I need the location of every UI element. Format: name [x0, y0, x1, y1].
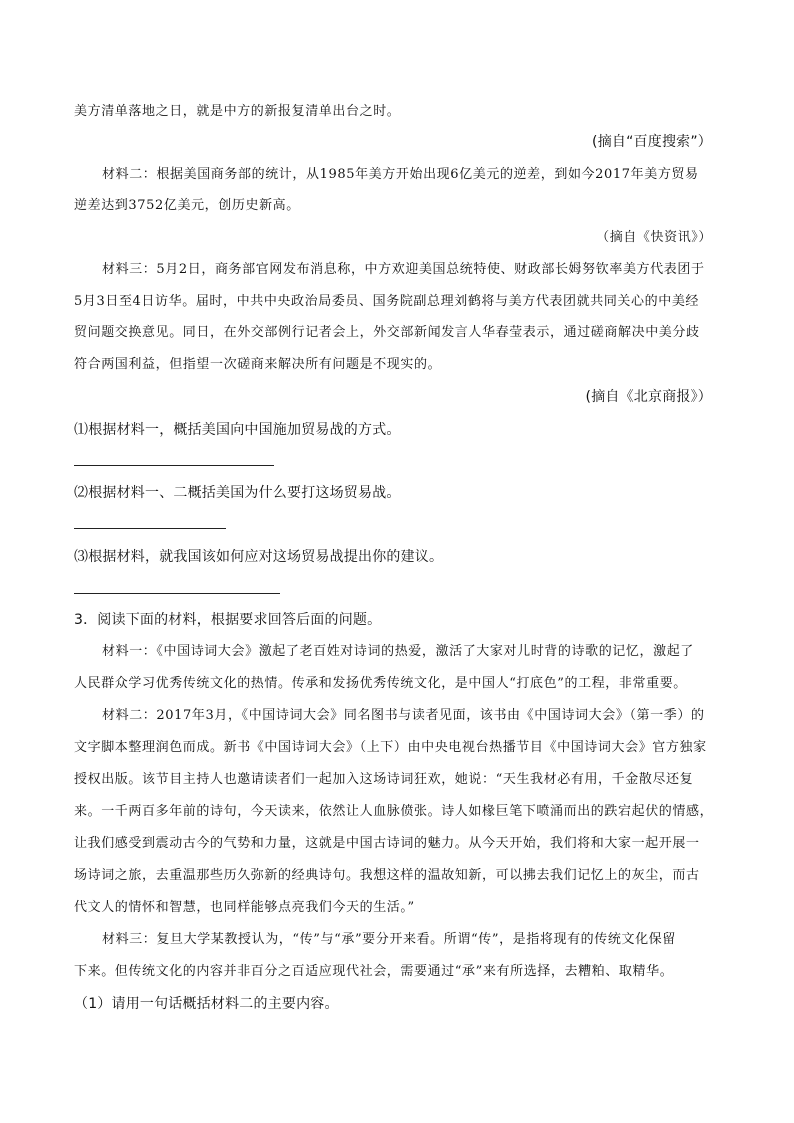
paragraph-line: 5月3日至4日访华。届时，中共中央政治局委员、国务院副总理刘鹤将与美方代表团就共同关心的中美经	[74, 294, 700, 309]
paragraph-line: 材料一：《中国诗词大会》激起了老百姓对诗词的热爱，激活了大家对儿时背的诗歌的记忆，激起了	[102, 644, 694, 659]
paragraph-line: 材料三：复旦大学某教授认为，“传”与“承”要分开来看。所谓“传”，是指将现有的传统文化保留	[102, 932, 676, 947]
source-citation: （摘自《快资讯》）	[596, 230, 712, 245]
question-1: ⑴根据材料一，概括美国向中国施加贸易战的方式。	[74, 422, 401, 438]
question-2: ⑵根据材料一、二概括美国为什么要打这场贸易战。	[74, 485, 401, 501]
paragraph-line: 材料二：2017年3月，《中国诗词大会》同名图书与读者见面，该书由《中国诗词大会》（第一季）的	[102, 708, 705, 723]
source-citation: (摘自《北京商报》）	[585, 389, 712, 405]
paragraph-line: 材料三：5月2日，商务部官网发布消息称，中方欢迎美国总统特使、财政部长姆努钦率美方代表团于	[102, 262, 705, 277]
answer-line	[74, 465, 274, 466]
question-3: ⑶根据材料，就我国该如何应对这场贸易战提出你的建议。	[74, 549, 444, 565]
paragraph-line: 授权出版。该节目主持人也邀请读者们一起加入这场诗词狂欢，她说：“天生我材必有用，千金散尽还复	[74, 772, 694, 787]
section-heading: 3．阅读下面的材料，根据要求回答后面的问题。	[74, 612, 382, 628]
paragraph-line: 代文人的情怀和智慧，也同样能够点亮我们今天的生活。”	[74, 900, 415, 915]
paragraph-line: 符合两国利益，但指望一次磋商来解决所有问题是不现实的。	[74, 357, 442, 372]
answer-line	[74, 528, 226, 529]
paragraph-line: 场诗词之旅，去重温那些历久弥新的经典诗句。我想这样的温故知新，可以拂去我们记忆上的灰尘，而古	[74, 868, 700, 883]
paragraph-line: 材料二：根据美国商务部的统计，从1985年美方开始出现6亿美元的逆差，到如今2017年美方贸易	[102, 167, 699, 182]
paragraph-line: 来。一千两百多年前的诗句，今天读来，依然让人血脉偾张。诗人如椽巨笔下喷涌而出的跌宕起伏的情感，	[74, 804, 714, 819]
question-sub-1: （1）请用一句话概括材料二的主要内容。	[74, 996, 339, 1012]
answer-line	[74, 593, 280, 594]
paragraph-line: 下来。但传统文化的内容并非百分之百适应现代社会，需要通过“承”来有所选择，去糟粕、取精华。	[74, 964, 674, 979]
paragraph-line: 美方清单落地之日，就是中方的新报复清单出台之时。	[74, 104, 401, 119]
paragraph-line: 逆差达到3752亿美元，创历史新高。	[74, 198, 300, 213]
paragraph-line: 贸问题交换意见。同日，在外交部例行记者会上，外交部新闻发言人华春莹表示，通过磋商解决中美分歧	[74, 325, 700, 340]
paragraph-line: 人民群众学习优秀传统文化的热情。传承和发扬优秀传统文化，是中国人“打底色”的工程，非常重要。	[74, 676, 687, 691]
paragraph-line: 文字脚本整理润色而成。新书《中国诗词大会》（上下）由中央电视台热播节目《中国诗词大会》官方独家	[74, 740, 707, 755]
paragraph-line: 让我们感受到震动古今的气势和力量，这就是中国古诗词的魅力。从今天开始，我们将和大家一起开展一	[74, 836, 700, 851]
source-citation: (摘自“百度搜索”）	[592, 134, 712, 150]
